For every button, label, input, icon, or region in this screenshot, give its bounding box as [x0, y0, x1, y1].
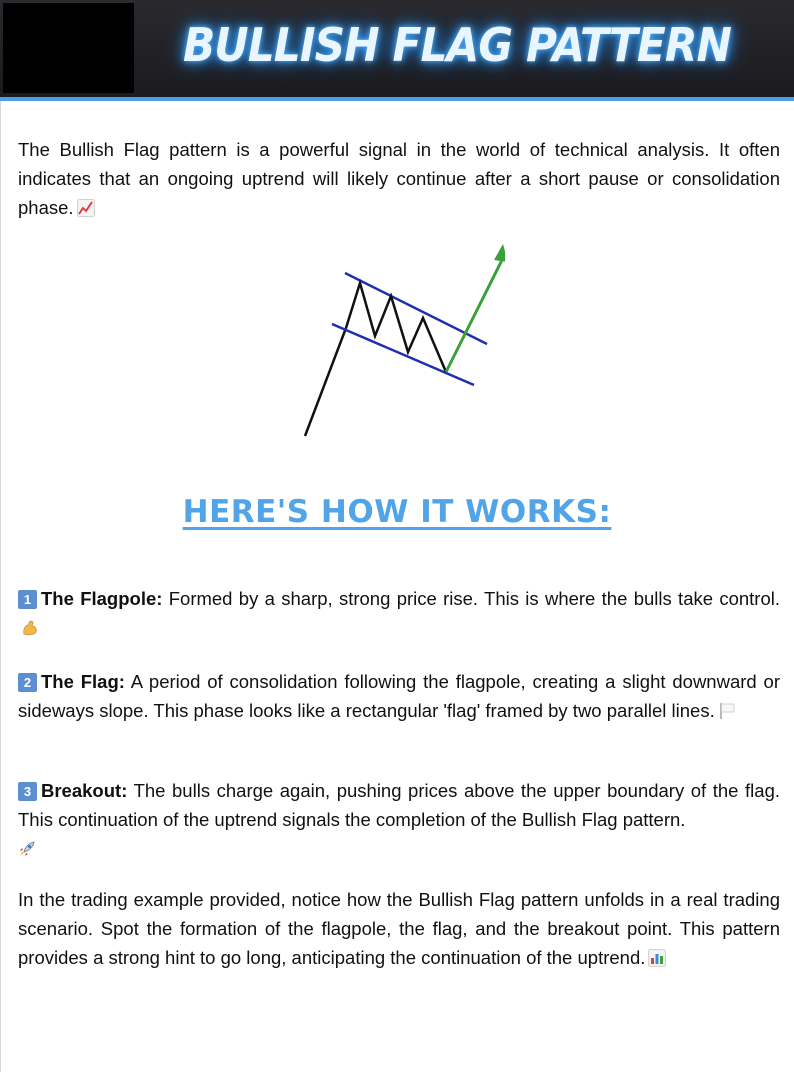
bar-chart-icon [648, 949, 666, 967]
intro-text: The Bullish Flag pattern is a powerful signal in the world of technical analysis. It often indicates that an ongoing uptrend will likely continue after a short pause or consolidation phase. [18, 139, 780, 218]
chart-increasing-icon [77, 199, 95, 217]
section-heading: HERE'S HOW IT WORKS: [182, 494, 612, 530]
breakout-arrowhead [494, 244, 505, 262]
step-number-badge: 1 [18, 590, 37, 609]
rocket-icon [18, 840, 36, 858]
flexed-biceps-icon [21, 619, 39, 637]
step-term: Breakout: [41, 780, 128, 801]
step-number-badge: 2 [18, 673, 37, 692]
step-number-badge: 3 [18, 782, 37, 801]
step-term: The Flagpole: [41, 588, 163, 609]
closing-paragraph [18, 885, 780, 972]
logo-placeholder [3, 3, 134, 93]
intro-paragraph [18, 135, 780, 222]
closing-text: In the trading example provided, notice how the Bullish Flag pattern unfolds in a real trading scenario. Spot the formation of the flagpole, the flag, and the breakout point. This pattern provides a strong hint to go long, anticipating the continuation of the uptrend. [18, 889, 780, 968]
step-breakout [18, 776, 780, 863]
page-edge [0, 101, 1, 1072]
page-title: BULLISH FLAG PATTERN [182, 18, 732, 72]
flag-price-zigzag [346, 283, 446, 372]
header-banner [0, 0, 794, 101]
bullish-flag-diagram [290, 238, 505, 443]
step-text: Formed by a sharp, strong price rise. This is where the bulls take control. [162, 588, 780, 609]
step-text: The bulls charge again, pushing prices above the upper boundary of the flag. This continuation of the uptrend signals the completion of the Bullish Flag pattern. [18, 780, 780, 830]
flagpole-line [305, 328, 346, 436]
step-term: The Flag: [41, 671, 125, 692]
breakout-line [446, 254, 505, 372]
step-flagpole [18, 584, 780, 642]
step-text: A period of consolidation following the flagpole, creating a slight downward or sideways slope. This phase looks like a rectangular 'flag' framed by two parallel lines. [18, 671, 780, 721]
step-flag [18, 667, 780, 725]
white-flag-icon [718, 702, 736, 720]
